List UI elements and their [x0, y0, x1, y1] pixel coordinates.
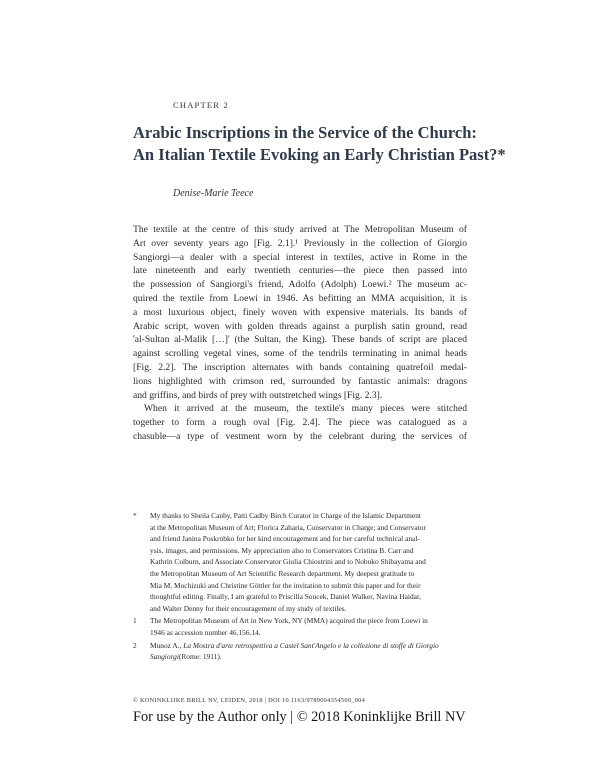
- footnote-line: ysis, images, and permissions. My appreciation also to Conservators Cristina B. Carr and: [150, 545, 414, 555]
- footnote-text: (Rome: 1911).: [178, 652, 222, 662]
- footnote-line: the Metropolitan Museum of Art Scientific Research department. My deepest gratitude to: [150, 568, 415, 578]
- footnote-line: My thanks to Sheila Canby, Patti Cadby Birch Curator in Charge of the Islamic Department: [150, 511, 421, 520]
- body-line: late nineteenth and early twentieth centuries—the piece then passed into: [133, 265, 467, 277]
- body-line: The textile at the centre of this study arrived at The Metropolitan Museum of: [133, 224, 467, 235]
- author-name: Denise-Marie Teece: [173, 188, 254, 199]
- footnote-2: [133, 640, 467, 663]
- footnote-line: [150, 640, 467, 652]
- footnote-title-italic: Sangiorgi: [150, 652, 179, 662]
- body-line: the possession of Sangiorgi's friend, Adolfo (Adolph) Loewi.² The museum ac-: [133, 279, 467, 291]
- body-line: together to form a rough oval [Fig. 2.4]. The piece was catalogued as a: [133, 417, 467, 429]
- footnote-text: Munoz A.,: [150, 640, 184, 650]
- footnote-line: The Metropolitan Museum of Art in New York, NY (MMA) acquired the piece from Loewi in: [150, 616, 428, 626]
- footnote-1: [133, 615, 467, 638]
- footnote-line: Kathrin Colburn, and Associate Conservator Giulia Chiostrini and to Nobuko Shibayama and: [150, 557, 426, 567]
- body-line: Sangiorgi—a dealer with a special interest in textiles, active in Rome in the: [133, 251, 467, 263]
- footnote-line: 1946 as accession number 46.156.14.: [150, 627, 261, 637]
- body-line: Arabic script, woven with golden threads against a purplish satin ground, read: [133, 320, 467, 332]
- footnote-line: Mia M. Mochizuki and Christine Göttler for the invitation to submit this paper and for their: [150, 580, 421, 590]
- author-use-notice: For use by the Author only | © 2018 Koninklijke Brill NV: [133, 709, 466, 725]
- footnote-marker: 1: [133, 616, 137, 626]
- body-text: [133, 223, 467, 444]
- body-line: [Fig. 2.2]. The inscription alternates with bands containing quatrefoil medal-: [133, 361, 467, 373]
- body-line: When it arrived at the museum, the textile's many pieces were stitched: [144, 403, 467, 415]
- footnote-line: [150, 651, 467, 663]
- body-line: and griffins, and birds of prey with outstretched wings [Fig. 2.3].: [133, 389, 383, 401]
- footnote-line: and Walter Denny for their encouragement of my study of textiles.: [150, 603, 347, 613]
- footnotes: [133, 510, 467, 663]
- body-line: against scrolling vegetal vines, some of the tendrils terminating in animal heads: [133, 348, 467, 360]
- publisher-line: © KONINKLIJKE BRILL NV, LEIDEN, 2018 | DOI 10.1163/9789004354500_004: [133, 697, 366, 704]
- chapter-title-line-1: Arabic Inscriptions in the Service of the Church:: [133, 123, 477, 142]
- footnote-line: and friend Janina Poskrobko for her kind encouragement and for her careful technical anal-: [150, 534, 420, 544]
- footnote-title-italic: La Mostra d'arte retrospettiva a Castel Sant'Angelo e la collezione di stoffe di Giorgio: [183, 640, 439, 650]
- footnote-marker: 2: [133, 640, 137, 650]
- chapter-label: CHAPTER 2: [173, 100, 229, 110]
- body-line: lions highlighted with crimson red, surrounded by fantastic animals: dragons: [133, 375, 467, 387]
- body-line: quired the textile from Loewi in 1946. As befitting an MMA acquisition, it is: [133, 292, 467, 304]
- chapter-title-line-2: An Italian Textile Evoking an Early Christian Past?*: [133, 145, 506, 164]
- body-line: chasuble—a type of vestment worn by the celebrant during the services of: [133, 430, 467, 442]
- body-line: Art over seventy years ago [Fig. 2.1].¹ Previously in the collection of Giorgio: [133, 237, 467, 249]
- footnote-acknowledgements: [133, 510, 467, 614]
- chapter-title: [133, 122, 513, 166]
- body-line: 'al-Sultan al-Malik […]' (the Sultan, the King). These bands of script are placed: [133, 334, 467, 346]
- footnote-line: thoughtful editing. Finally, I am grateful to Priscilla Soucek, Daniel Walker, Navina Haidar,: [150, 592, 421, 602]
- body-line: a most luxurious object, finely woven with expensive materials. Its bands of: [133, 306, 467, 318]
- footnote-line: at the Metropolitan Museum of Art; Florica Zaharia, Conservator in Charge; and Conservator: [150, 522, 426, 532]
- footnote-marker: *: [133, 511, 137, 520]
